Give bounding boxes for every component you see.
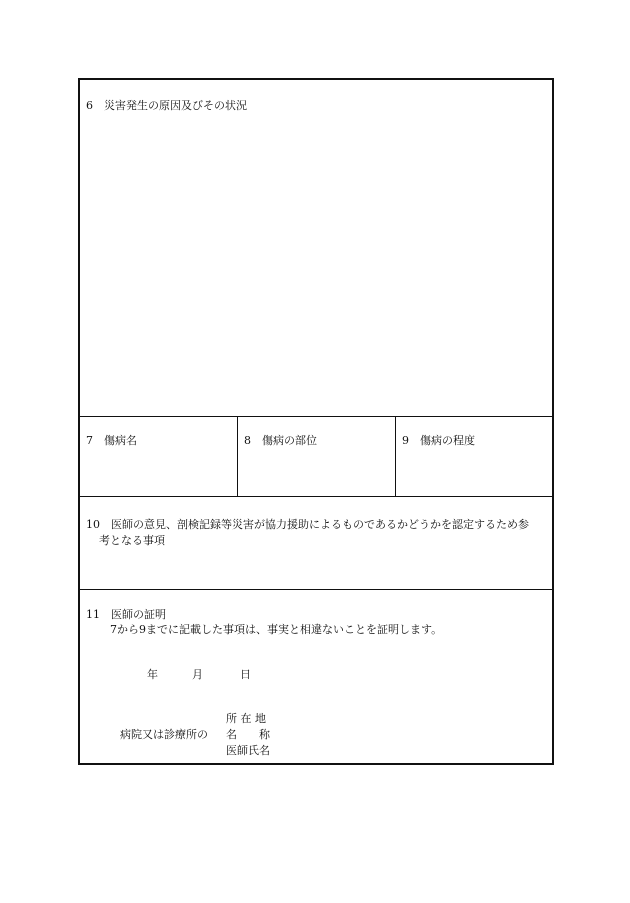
- doctor-name-field-label: 医師氏名: [226, 744, 270, 757]
- section-7-label: 7 傷病名: [86, 434, 137, 447]
- certificate-form: [78, 78, 554, 765]
- section-6-label: 6 災害発生の原因及びその状況: [86, 99, 247, 112]
- section-11-title: 11 医師の証明: [86, 608, 166, 621]
- section-7-injury-name: [80, 416, 238, 496]
- section-11-doctor-certification: [80, 590, 552, 763]
- section-10-label-line2: 考となる事項: [99, 534, 165, 547]
- section-10-doctor-opinion: [80, 497, 552, 590]
- section-6-cause-of-disaster: [80, 80, 552, 417]
- address-field-label: 所 在 地: [226, 712, 266, 725]
- date-day: 日: [240, 668, 251, 681]
- section-8-label: 8 傷病の部位: [244, 434, 317, 447]
- section-10-label-line1: 10 医師の意見、剖検記録等災害が協力援助によるものであるかどうかを認定するため参: [86, 518, 529, 531]
- hospital-label: 病院又は診療所の: [120, 728, 208, 741]
- section-9-injury-severity: [396, 416, 552, 496]
- date-year: 年: [147, 668, 158, 681]
- certification-statement: 7から9までに記載した事項は、事実と相違ないことを証明します。: [110, 623, 443, 636]
- section-9-label: 9 傷病の程度: [402, 434, 475, 447]
- section-8-injury-site: [238, 416, 396, 496]
- facility-name-field-label: 名 称: [226, 728, 270, 741]
- date-month: 月: [192, 668, 203, 681]
- injury-info-row: [80, 416, 552, 497]
